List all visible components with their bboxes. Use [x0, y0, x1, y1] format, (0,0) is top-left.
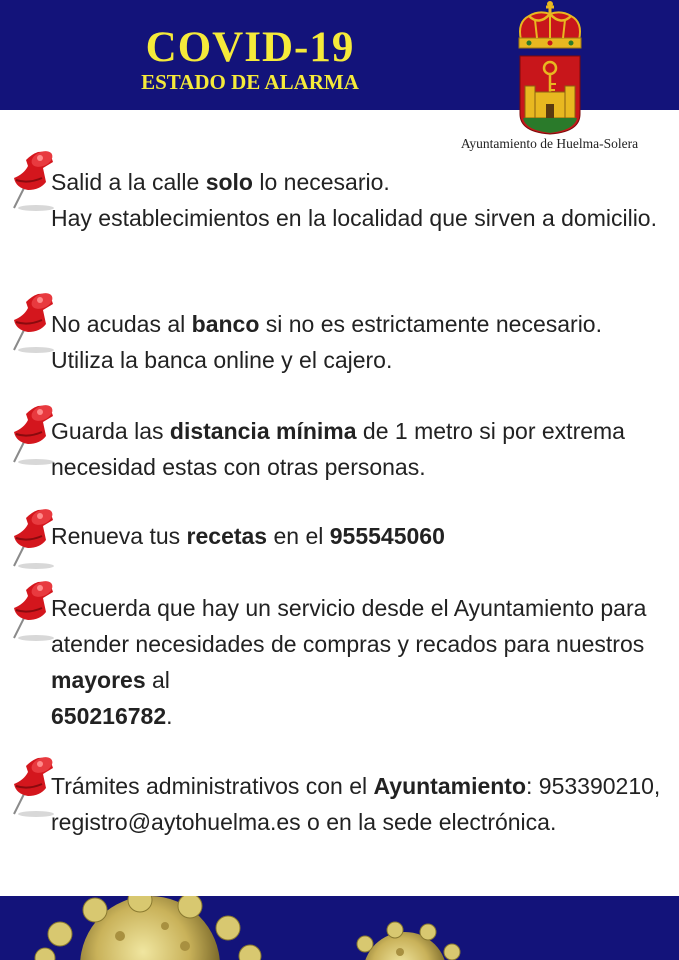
advice-text-3: Guarda las distancia mínima de 1 metro si por extrema necesidad estas con otras personas. [51, 418, 625, 480]
advice-text-5: Recuerda que hay un servicio desde el Ayuntamiento para atender necesidades de compras y recados para nuestros mayores al 650216782. [51, 595, 647, 729]
council-name: Ayuntamiento de Huelma-Solera [460, 136, 639, 151]
page-title: COVID-19 [145, 24, 355, 71]
advice-text-1: Salid a la calle solo lo necesario. Hay establecimientos en la localidad que sirven a domicilio. [51, 169, 657, 231]
footer-banner [0, 896, 679, 960]
coat-of-arms [509, 0, 591, 138]
pushpin-icon [10, 754, 56, 818]
pushpin-icon [10, 578, 56, 642]
pushpin-icon [10, 506, 56, 570]
pushpin-icon [10, 290, 56, 354]
pushpin-icon [10, 402, 56, 466]
pushpin-icon [10, 148, 56, 212]
advice-text-4: Renueva tus recetas en el 955545060 [51, 523, 445, 549]
advice-text-6: Trámites administrativos con el Ayuntamiento: 953390210, registro@aytohuelma.es o en la sede electrónica. [51, 773, 661, 835]
coronavirus-image [0, 896, 679, 960]
advice-text-2: No acudas al banco si no es estrictamente necesario. Utiliza la banca online y el cajero. [51, 311, 602, 373]
page-subtitle: ESTADO DE ALARMA [141, 70, 359, 94]
